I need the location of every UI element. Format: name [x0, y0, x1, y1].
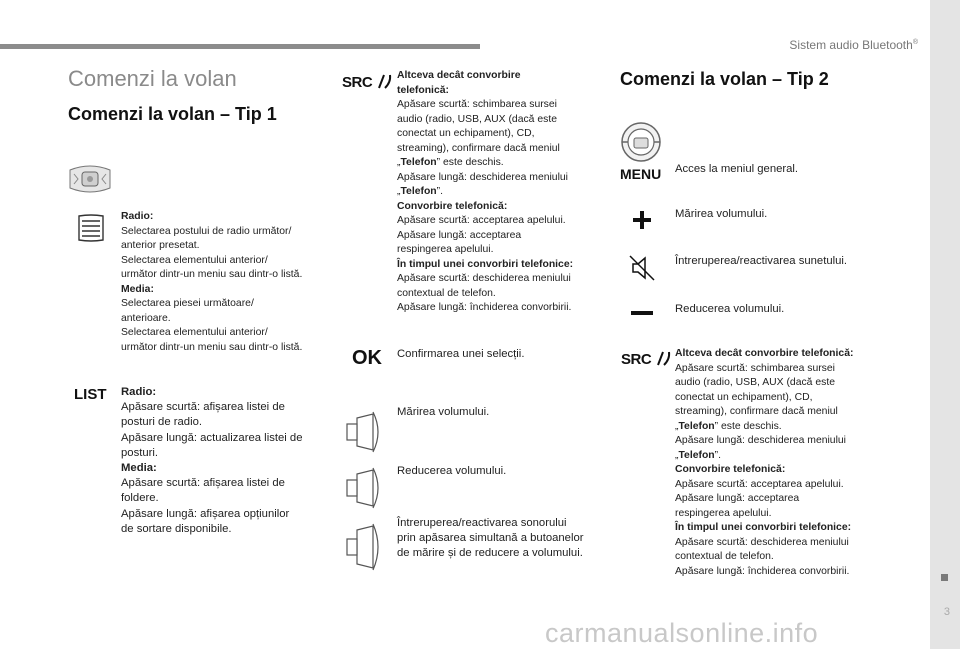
- side-marker: [941, 574, 948, 581]
- mute-description: Întreruperea/reactivarea sonorului prin apăsarea simultană a butoanelor de mărire și de reducere a volumului.: [397, 517, 584, 560]
- page-number: 3: [943, 606, 950, 618]
- volume-up-paddle-icon: [343, 410, 385, 454]
- side-tab: [930, 0, 960, 649]
- ok-button-label: OK: [352, 347, 382, 369]
- src-type1-description: Altceva decât convorbire telefonică: Apăsare scurtă: schimbarea sursei audio (radio, USB, AUX (dacă este conectat un echipament), CD, streaming), confirmare dacă meniul „Telefon” este deschis. Apăsare lungă: deschiderea meniului „Telefon”. Convorbire telefonică: Apăsare scurtă: acceptarea apelului. Apăsare lungă: acceptarea respingerea apelului. În timpul unei convorbiri telefonice: Apăsare scurtă: deschiderea meniului contextual de telefon. Apăsare lungă: închiderea convorbirii.: [397, 70, 574, 313]
- plus-description: Mărirea volumului.: [675, 208, 768, 220]
- scroll-wheel-icon: [76, 214, 106, 242]
- src-button-label: SRC: [342, 73, 394, 91]
- src-type2-button-label: SRC: [621, 350, 673, 368]
- mute-speaker-icon: [628, 254, 656, 282]
- menu-description: Acces la meniul general.: [675, 163, 799, 175]
- minus-description: Reducerea volumului.: [675, 303, 785, 315]
- volume-down-paddle-icon: [343, 466, 385, 510]
- volume-down-description: Reducerea volumului.: [397, 465, 507, 477]
- steering-wheel-icon: [620, 120, 662, 164]
- mute-paddle-icon: [343, 522, 385, 572]
- section-title-type1: Comenzi la volan – Tip 1: [68, 104, 277, 124]
- header-title: Sistem audio Bluetooth®: [789, 38, 918, 52]
- minus-icon: [631, 310, 653, 316]
- list-button-description: Radio: Apăsare scurtă: afișarea listei de posturi de radio. Apăsare lungă: actualizarea listei de posturi. Media: Apăsare scurtă: afișarea listei de foldere. Apăsare lungă: afișarea opțiunilor de sortare disponibile.: [121, 386, 303, 535]
- mute-type2-description: Întreruperea/reactivarea sunetului.: [675, 255, 848, 267]
- menu-button-label: MENU: [620, 166, 662, 182]
- phone-handset-icon: [655, 350, 673, 366]
- ok-description: Confirmarea unei selecții.: [397, 348, 525, 360]
- phone-handset-icon: [376, 73, 394, 89]
- src-type2-description: Altceva decât convorbire telefonică: Apăsare scurtă: schimbarea sursei audio (radio, USB, AUX (dacă este conectat un echipament), CD, streaming), confirmare dacă meniul „Telefon” este deschis. Apăsare lungă: deschiderea meniului „Telefon”. Convorbire telefonică: Apăsare scurtă: acceptarea apelului. Apăsare lungă: acceptarea respingerea apelului. În timpul unei convorbiri telefonice: Apăsare scurtă: deschiderea meniului contextual de telefon. Apăsare lungă: închiderea convorbirii.: [675, 348, 854, 577]
- watermark-text: carmanualsonline.info: [545, 618, 819, 648]
- steering-control-type1-icon: [66, 162, 114, 196]
- page-title: Comenzi la volan: [68, 66, 237, 91]
- section-title-type2: Comenzi la volan – Tip 2: [620, 69, 829, 89]
- type1-wheel-description: Radio: Selectarea postului de radio următor/ anterior presetat. Selectarea elementului anterior/ următor dintr-un meniu sau dintr-o listă. Media: Selectarea piesei următoare/ anterioare. Selectarea elementului anterior/ următor dintr-un meniu sau dintr-o listă.: [121, 211, 303, 353]
- volume-up-description: Mărirea volumului.: [397, 406, 490, 418]
- top-rule: [0, 44, 480, 49]
- plus-icon: [632, 210, 652, 230]
- list-button-label: LIST: [74, 386, 107, 403]
